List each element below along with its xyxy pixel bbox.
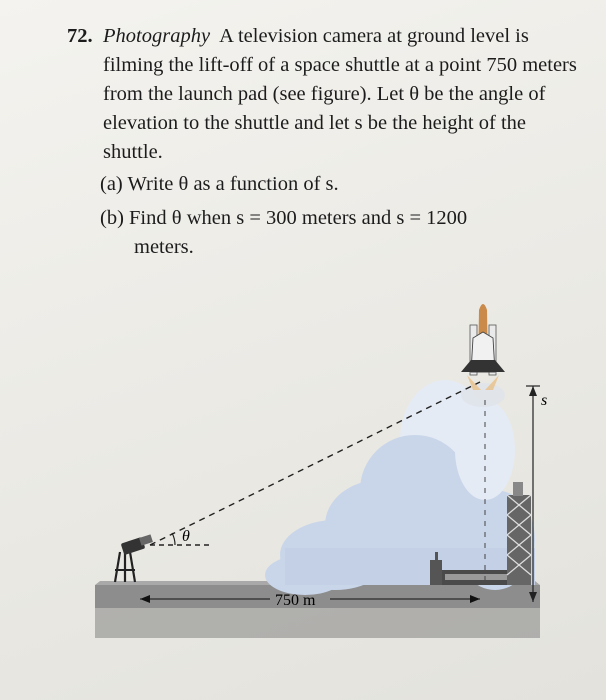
part-b-label: (b)	[100, 207, 124, 229]
part-b-continuation: meters.	[134, 236, 194, 258]
shuttle-figure	[95, 290, 548, 650]
angle-arc	[172, 533, 175, 545]
exhaust-cloud	[265, 380, 535, 595]
problem-stem	[103, 22, 583, 167]
height-label: s	[541, 392, 548, 409]
part-a-label: (a)	[100, 173, 123, 195]
part-a	[100, 170, 339, 199]
problem-number: 72.	[67, 25, 93, 47]
problem-statement: A television camera at ground level is filming the lift-off of a space shuttle at a point 750 meters from the launch pad (see figure). Let θ be the angle of elevation to the shuttle and let s be the height of the shuttle.	[103, 25, 577, 163]
part-b	[100, 204, 580, 262]
tv-camera	[115, 534, 153, 582]
part-a-text: Write θ as a function of s.	[127, 173, 339, 195]
space-shuttle	[461, 304, 505, 407]
problem-topic: Photography	[103, 25, 211, 47]
part-b-text: Find θ when s = 300 meters and s = 1200	[129, 207, 468, 229]
figure-svg	[95, 290, 548, 650]
distance-label: 750 m	[275, 592, 316, 609]
angle-label: θ	[182, 528, 190, 545]
